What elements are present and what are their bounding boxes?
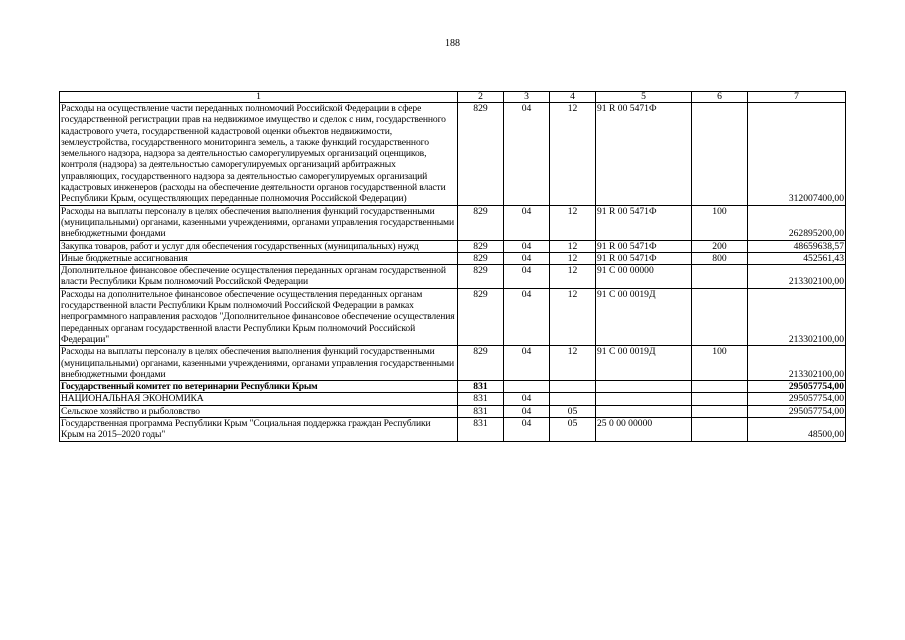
amount-cell: 213302100,00 xyxy=(748,288,846,345)
table-row xyxy=(60,346,846,381)
section-cell: 04 xyxy=(504,240,550,252)
expense-type-cell: 800 xyxy=(692,252,748,264)
description-cell: Дополнительное финансовое обеспечение осуществления переданных органам государственной власти Республики Крым полномочий Российской Федерации xyxy=(60,265,458,289)
admin-code-cell: 829 xyxy=(458,240,504,252)
amount-cell: 48659638,57 xyxy=(748,240,846,252)
expense-type-cell: 200 xyxy=(692,240,748,252)
admin-code-cell: 829 xyxy=(458,346,504,381)
section-cell xyxy=(504,381,550,393)
section-cell: 04 xyxy=(504,265,550,289)
target-article-cell: 91 R 00 5471Ф xyxy=(596,205,692,240)
admin-code-cell: 829 xyxy=(458,252,504,264)
header-cell-6: 6 xyxy=(692,92,748,103)
subsection-cell: 05 xyxy=(550,418,596,442)
subsection-cell xyxy=(550,381,596,393)
expense-type-cell xyxy=(692,405,748,417)
admin-code-cell: 831 xyxy=(458,381,504,393)
description-cell: Государственный комитет по ветеринарии Республики Крым xyxy=(60,381,458,393)
target-article-cell: 91 С 00 0019Д xyxy=(596,346,692,381)
target-article-cell: 91 С 00 0019Д xyxy=(596,288,692,345)
header-cell-1: 1 xyxy=(60,92,458,103)
section-cell: 04 xyxy=(504,252,550,264)
admin-code-cell: 829 xyxy=(458,103,504,206)
amount-cell: 262895200,00 xyxy=(748,205,846,240)
expense-type-cell xyxy=(692,381,748,393)
amount-cell: 295057754,00 xyxy=(748,393,846,405)
amount-cell: 295057754,00 xyxy=(748,405,846,417)
subsection-cell: 12 xyxy=(550,103,596,206)
table-row xyxy=(60,240,846,252)
expense-type-cell xyxy=(692,103,748,206)
subsection-cell: 12 xyxy=(550,346,596,381)
description-cell: Расходы на дополнительное финансовое обеспечение осуществления переданных органам государственной власти Республики Крым полномочий Российской Федерации в рамках непрограммного направления расходов "Дополнительное финансовое обеспечение осуществления переданных органам государственной власти Республики Крым полномочий Российской Федерации" xyxy=(60,288,458,345)
subsection-cell xyxy=(550,393,596,405)
description-cell: Закупка товаров, работ и услуг для обеспечения государственных (муниципальных) нужд xyxy=(60,240,458,252)
table-row xyxy=(60,381,846,393)
amount-cell: 312007400,00 xyxy=(748,103,846,206)
subsection-cell: 12 xyxy=(550,288,596,345)
header-row xyxy=(60,92,846,103)
subsection-cell: 12 xyxy=(550,205,596,240)
target-article-cell: 91 R 00 5471Ф xyxy=(596,252,692,264)
expense-type-cell: 100 xyxy=(692,205,748,240)
table-row xyxy=(60,418,846,442)
header-cell-7: 7 xyxy=(748,92,846,103)
description-cell: Расходы на выплаты персоналу в целях обеспечения выполнения функций государственными (муниципальными) органами, казенными учреждениями, органами управления государственными внебюджетными фондами xyxy=(60,346,458,381)
description-cell: НАЦИОНАЛЬНАЯ ЭКОНОМИКА xyxy=(60,393,458,405)
header-cell-3: 3 xyxy=(504,92,550,103)
page-number: 188 xyxy=(445,38,460,49)
expense-type-cell: 100 xyxy=(692,346,748,381)
subsection-cell: 05 xyxy=(550,405,596,417)
section-cell: 04 xyxy=(504,418,550,442)
section-cell: 04 xyxy=(504,346,550,381)
section-cell: 04 xyxy=(504,393,550,405)
expense-type-cell xyxy=(692,265,748,289)
amount-cell: 213302100,00 xyxy=(748,265,846,289)
target-article-cell xyxy=(596,405,692,417)
admin-code-cell: 829 xyxy=(458,288,504,345)
target-article-cell xyxy=(596,393,692,405)
header-cell-5: 5 xyxy=(596,92,692,103)
table-row xyxy=(60,252,846,264)
header-cell-4: 4 xyxy=(550,92,596,103)
amount-cell: 295057754,00 xyxy=(748,381,846,393)
subsection-cell: 12 xyxy=(550,265,596,289)
subsection-cell: 12 xyxy=(550,252,596,264)
section-cell: 04 xyxy=(504,405,550,417)
subsection-cell: 12 xyxy=(550,240,596,252)
description-cell: Сельское хозяйство и рыболовство xyxy=(60,405,458,417)
table-row xyxy=(60,265,846,289)
expense-type-cell xyxy=(692,393,748,405)
description-cell: Расходы на выплаты персоналу в целях обеспечения выполнения функций государственными (муниципальными) органами, казенными учреждениями, органами управления государственными внебюджетными фондами xyxy=(60,205,458,240)
description-cell: Иные бюджетные ассигнования xyxy=(60,252,458,264)
table-row xyxy=(60,103,846,206)
table-row xyxy=(60,393,846,405)
admin-code-cell: 831 xyxy=(458,418,504,442)
section-cell: 04 xyxy=(504,103,550,206)
amount-cell: 213302100,00 xyxy=(748,346,846,381)
target-article-cell: 91 С 00 00000 xyxy=(596,265,692,289)
section-cell: 04 xyxy=(504,288,550,345)
target-article-cell: 91 R 00 5471Ф xyxy=(596,240,692,252)
admin-code-cell: 829 xyxy=(458,265,504,289)
header-cell-2: 2 xyxy=(458,92,504,103)
expense-type-cell xyxy=(692,288,748,345)
target-article-cell: 25 0 00 00000 xyxy=(596,418,692,442)
target-article-cell: 91 R 00 5471Ф xyxy=(596,103,692,206)
admin-code-cell: 831 xyxy=(458,405,504,417)
admin-code-cell: 831 xyxy=(458,393,504,405)
target-article-cell xyxy=(596,381,692,393)
admin-code-cell: 829 xyxy=(458,205,504,240)
table-row xyxy=(60,288,846,345)
description-cell: Расходы на осуществление части переданных полномочий Российской Федерации в сфере государственной регистрации прав на недвижимое имущество и сделок с ним, государственного кадастрового учета, государственной кадастровой оценки объектов недвижимости, землеустройства, государственного мониторинга земель, а также функций государственного земельного надзора, надзора за деятельностью саморегулируемых организаций оценщиков, контроля (надзора) за деятельностью саморегулируемых организаций арбитражных управляющих, государственного надзора за деятельностью саморегулируемых организаций кадастровых инженеров (расходы на обеспечение деятельности органов государственной власти Республики Крым, осуществляющих переданные полномочия Российской Федерации) xyxy=(60,103,458,206)
table-row xyxy=(60,205,846,240)
amount-cell: 48500,00 xyxy=(748,418,846,442)
expense-type-cell xyxy=(692,418,748,442)
amount-cell: 452561,43 xyxy=(748,252,846,264)
section-cell: 04 xyxy=(504,205,550,240)
description-cell: Государственная программа Республики Крым "Социальная поддержка граждан Республики Крым на 2015–2020 годы" xyxy=(60,418,458,442)
table-row xyxy=(60,405,846,417)
budget-table xyxy=(59,91,846,442)
